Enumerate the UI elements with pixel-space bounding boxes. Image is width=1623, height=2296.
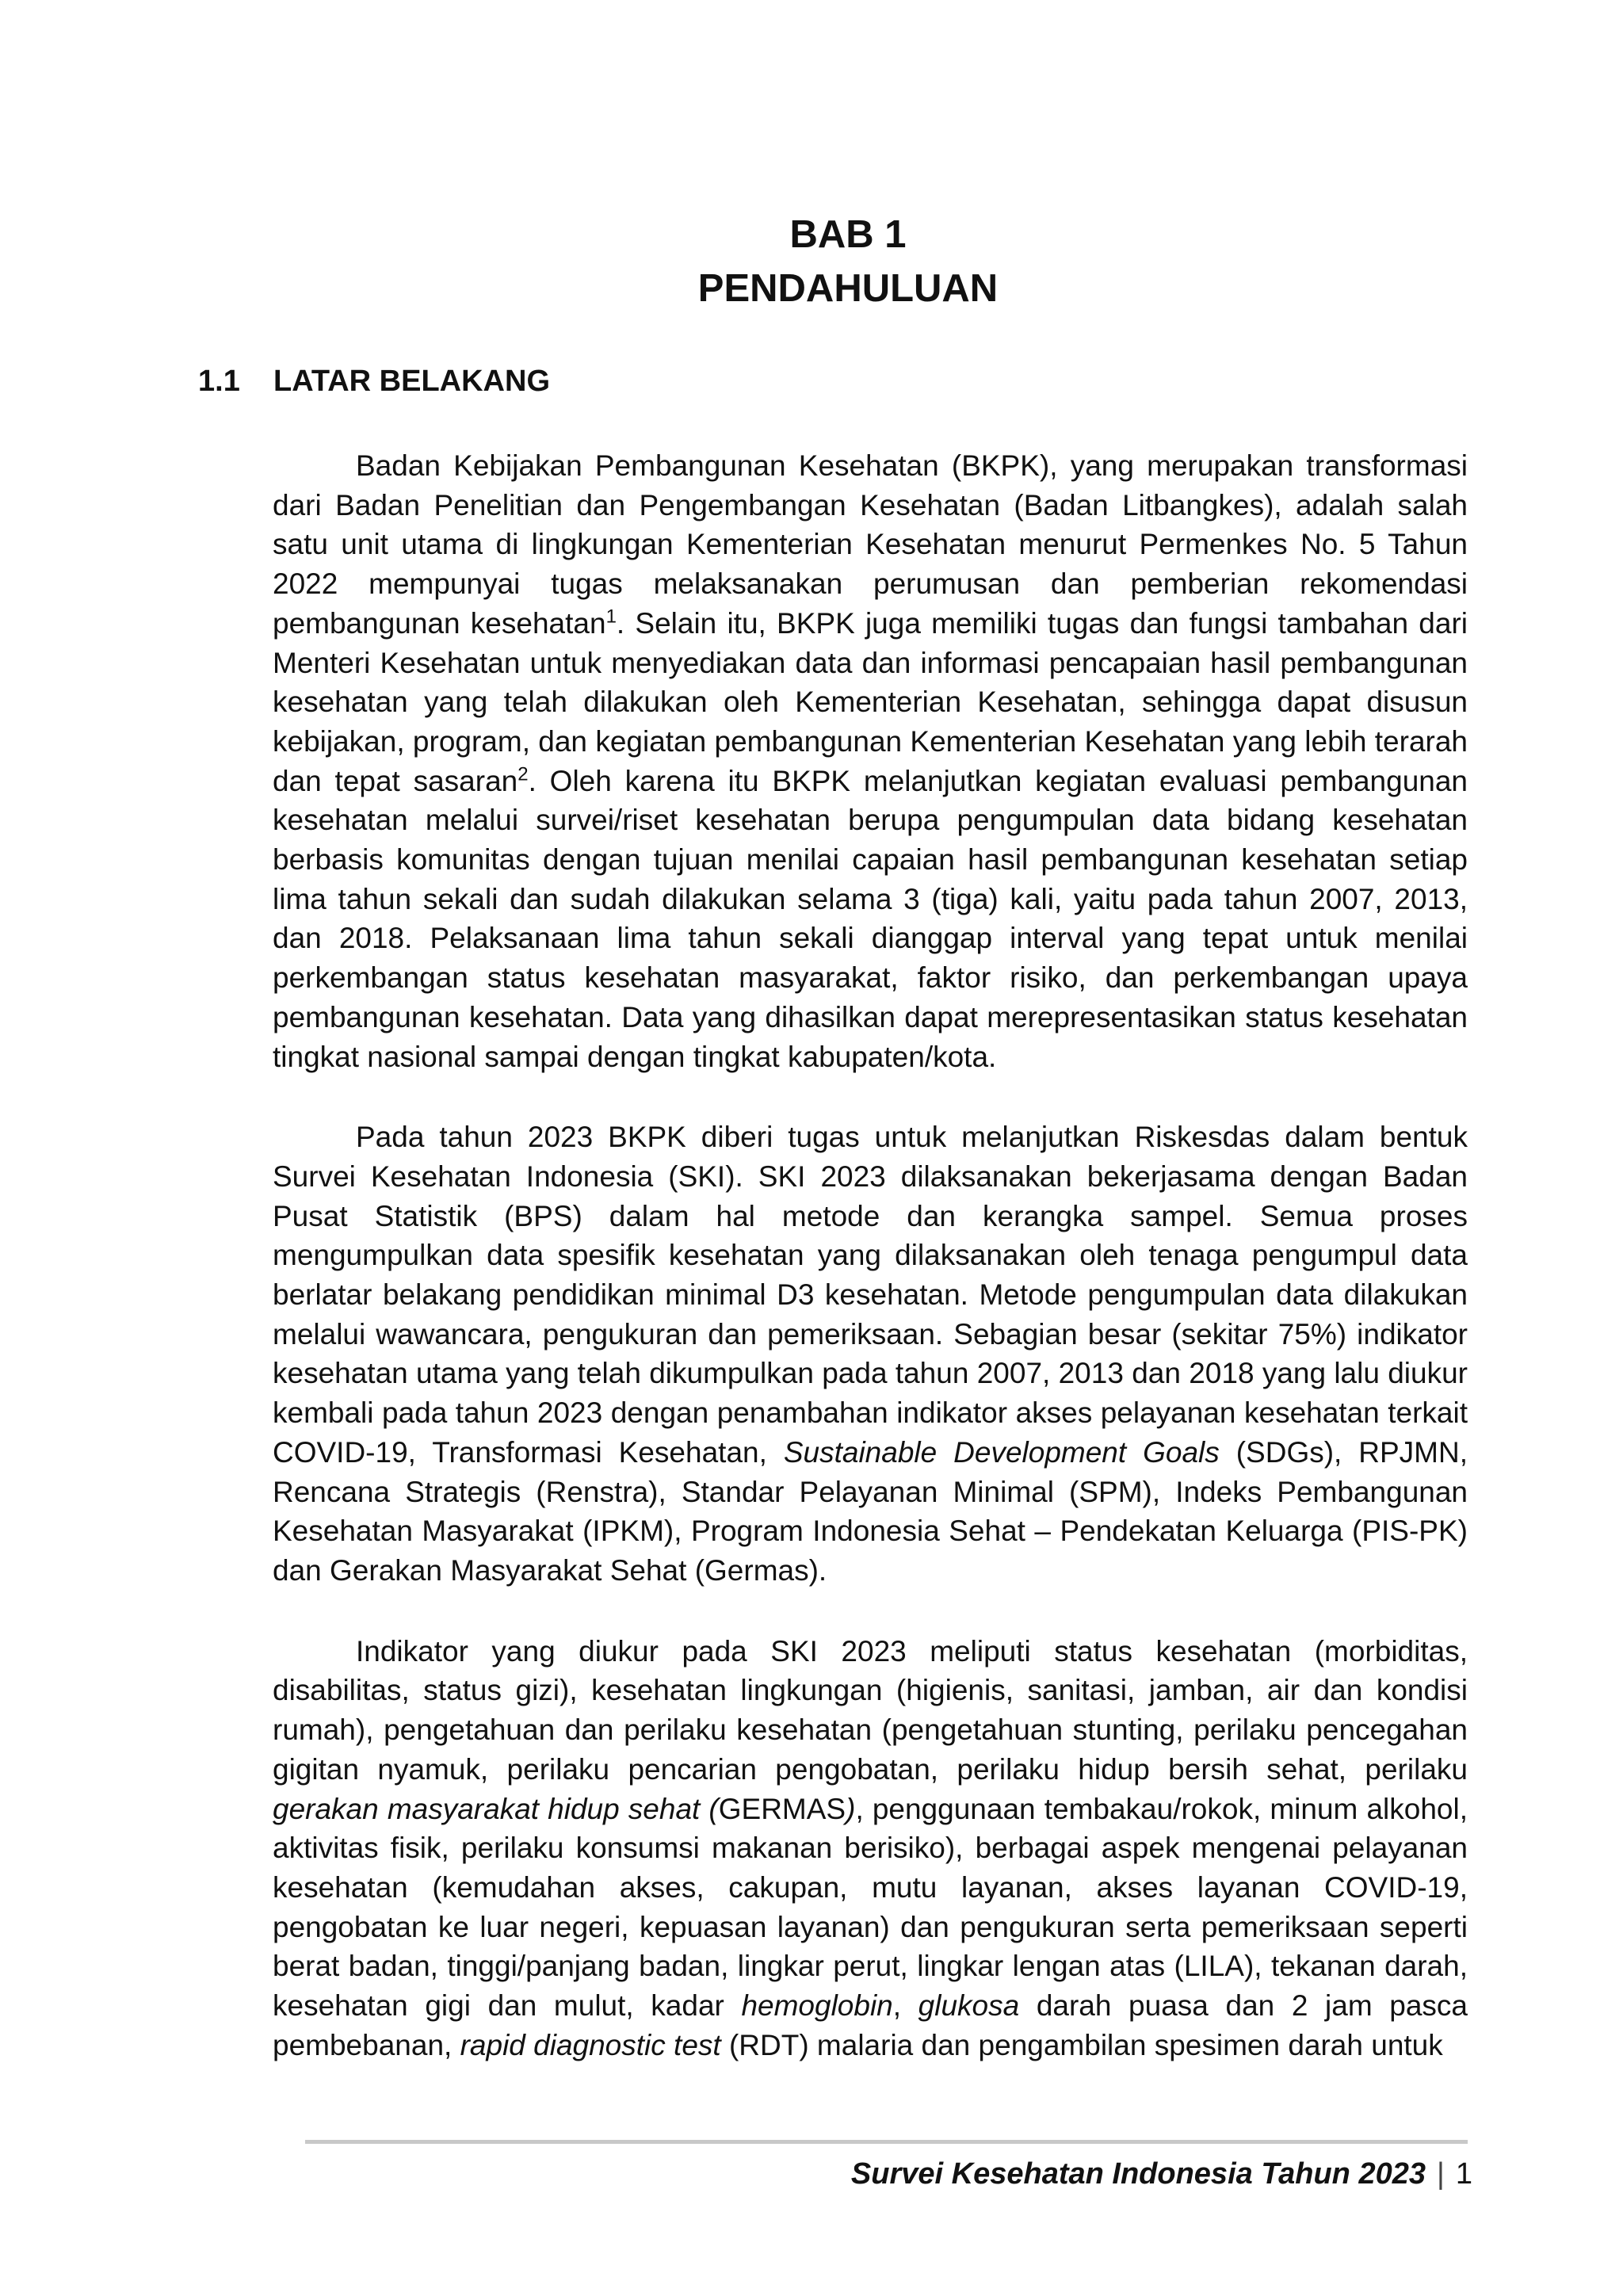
text-run: (SDGs), RPJMN, Rencana Strategis (Renstra), Standar Pelayanan Minimal (SPM), Indeks Pembangunan Kesehatan Masyarakat (IPKM), Program Indonesia Sehat – Pendekatan Keluarga (PIS-PK) dan Gerakan Masyarakat Sehat (Germas).: [273, 1435, 1468, 1587]
chapter-heading: [412, 208, 1284, 315]
text-run: (RDT) malaria dan pengambilan spesimen darah untuk: [720, 2028, 1443, 2061]
section-number: 1.1: [198, 365, 240, 398]
page-footer: [851, 2157, 1472, 2191]
chapter-title: PENDAHULUAN: [697, 267, 999, 310]
paragraph-1: [273, 446, 1468, 1076]
section-heading: [198, 365, 550, 399]
footnote-ref: 1: [605, 606, 617, 628]
paragraph-3: [273, 1632, 1468, 2065]
section-title: LATAR BELAKANG: [273, 365, 550, 398]
italic-text: rapid diagnostic test: [460, 2028, 721, 2061]
italic-text: gerakan masyarakat hidup sehat (: [273, 1792, 719, 1825]
footer-separator: |: [1436, 2157, 1445, 2191]
text-run: darah puasa dan 2 jam pasca pembebanan,: [273, 1989, 1468, 2061]
footer-divider: [305, 2140, 1468, 2144]
text-run: Pada tahun 2023 BKPK diberi tugas untuk melanjutkan Riskesdas dalam bentuk Survei Kesehatan Indonesia (SKI). SKI 2023 dilaksanakan bekerjasama dengan Badan Pusat Statistik (BPS) dalam hal metode dan kerangka sampel. Semua proses mengumpulkan data spesifik kesehatan yang dilaksanakan oleh tenaga pengumpul data berlatar belakang pendidikan minimal D3 kesehatan. Metode pengumpulan data dilakukan melalui wawancara, pengukuran dan pemeriksaan. Sebagian besar (sekitar 75%) indikator kesehatan utama yang telah dikumpulkan pada tahun 2007, 2013 dan 2018 yang lalu diukur kembali pada tahun 2023 dengan penambahan indikator akses pelayanan kesehatan terkait COVID-19, Transformasi Kesehatan,: [273, 1121, 1468, 1469]
paragraph-2: [273, 1117, 1468, 1590]
text-run: . Oleh karena itu BKPK melanjutkan kegiatan evaluasi pembangunan kesehatan melalui survei/riset kesehatan berupa pengumpulan data bidang kesehatan berbasis komunitas dengan tujuan menilai capaian hasil pembangunan kesehatan setiap lima tahun sekali dan sudah dilakukan selama 3 (tiga) kali, yaitu pada tahun 2007, 2013, dan 2018. Pelaksanaan lima tahun sekali dianggap interval yang tepat untuk menilai perkembangan status kesehatan masyarakat, faktor risiko, dan perkembangan upaya pembangunan kesehatan. Data yang dihasilkan dapat merepresentasikan status kesehatan tingkat nasional sampai dengan tingkat kabupaten/kota.: [273, 764, 1468, 1073]
italic-text: ): [846, 1792, 856, 1825]
italic-text: Sustainable Development Goals: [783, 1435, 1220, 1469]
text-run: Badan Kebijakan Pembangunan Kesehatan (BKPK), yang merupakan transformasi dari Badan Penelitian dan Pengembangan Kesehatan (Badan Litbangkes), adalah salah satu unit utama di lingkungan Kementerian Kesehatan menurut Permenkes No. 5 Tahun 2022 mempunyai tugas melaksanakan perumusan dan pemberian rekomendasi pembangunan kesehatan: [273, 449, 1468, 640]
text-run: GERMAS: [718, 1792, 846, 1825]
text-run: . Selain itu, BKPK juga memiliki tugas dan fungsi tambahan dari Menteri Kesehatan untuk menyediakan data dan informasi pencapaian hasil pembangunan kesehatan yang telah dilakukan oleh Kementerian Kesehatan, sehingga dapat disusun kebijakan, program, dan kegiatan pembangunan Kementerian Kesehatan yang lebih terarah dan tepat sasaran: [273, 606, 1468, 797]
italic-text: hemoglobin: [741, 1989, 893, 2023]
page-number: 1: [1455, 2157, 1472, 2191]
footer-publication-title: Survei Kesehatan Indonesia Tahun 2023: [850, 2157, 1426, 2191]
footnote-ref: 2: [517, 763, 529, 785]
text-run: , penggunaan tembakau/rokok, minum alkohol, aktivitas fisik, perilaku konsumsi makanan berisiko), berbagai aspek mengenai pelayanan kesehatan (kemudahan akses, cakupan, mutu layanan, akses layanan COVID-19, pengobatan ke luar negeri, kepuasan layanan) dan pengukuran serta pemeriksaan seperti berat badan, tinggi/panjang badan, lingkar perut, lingkar lengan atas (LILA), tekanan darah, kesehatan gigi dan mulut, kadar: [273, 1792, 1468, 2023]
chapter-number: BAB 1: [789, 213, 907, 256]
body-text: [273, 446, 1468, 2106]
text-run: Indikator yang diukur pada SKI 2023 meliputi status kesehatan (morbiditas, disabilitas, status gizi), kesehatan lingkungan (higienis, sanitasi, jamban, air dan kondisi rumah), pengetahuan dan perilaku kesehatan (pengetahuan stunting, perilaku pencegahan gigitan nyamuk, perilaku pencarian pengobatan, perilaku hidup bersih sehat, perilaku: [273, 1634, 1468, 1786]
italic-text: glukosa: [918, 1989, 1020, 2023]
text-run: ,: [892, 1989, 918, 2023]
